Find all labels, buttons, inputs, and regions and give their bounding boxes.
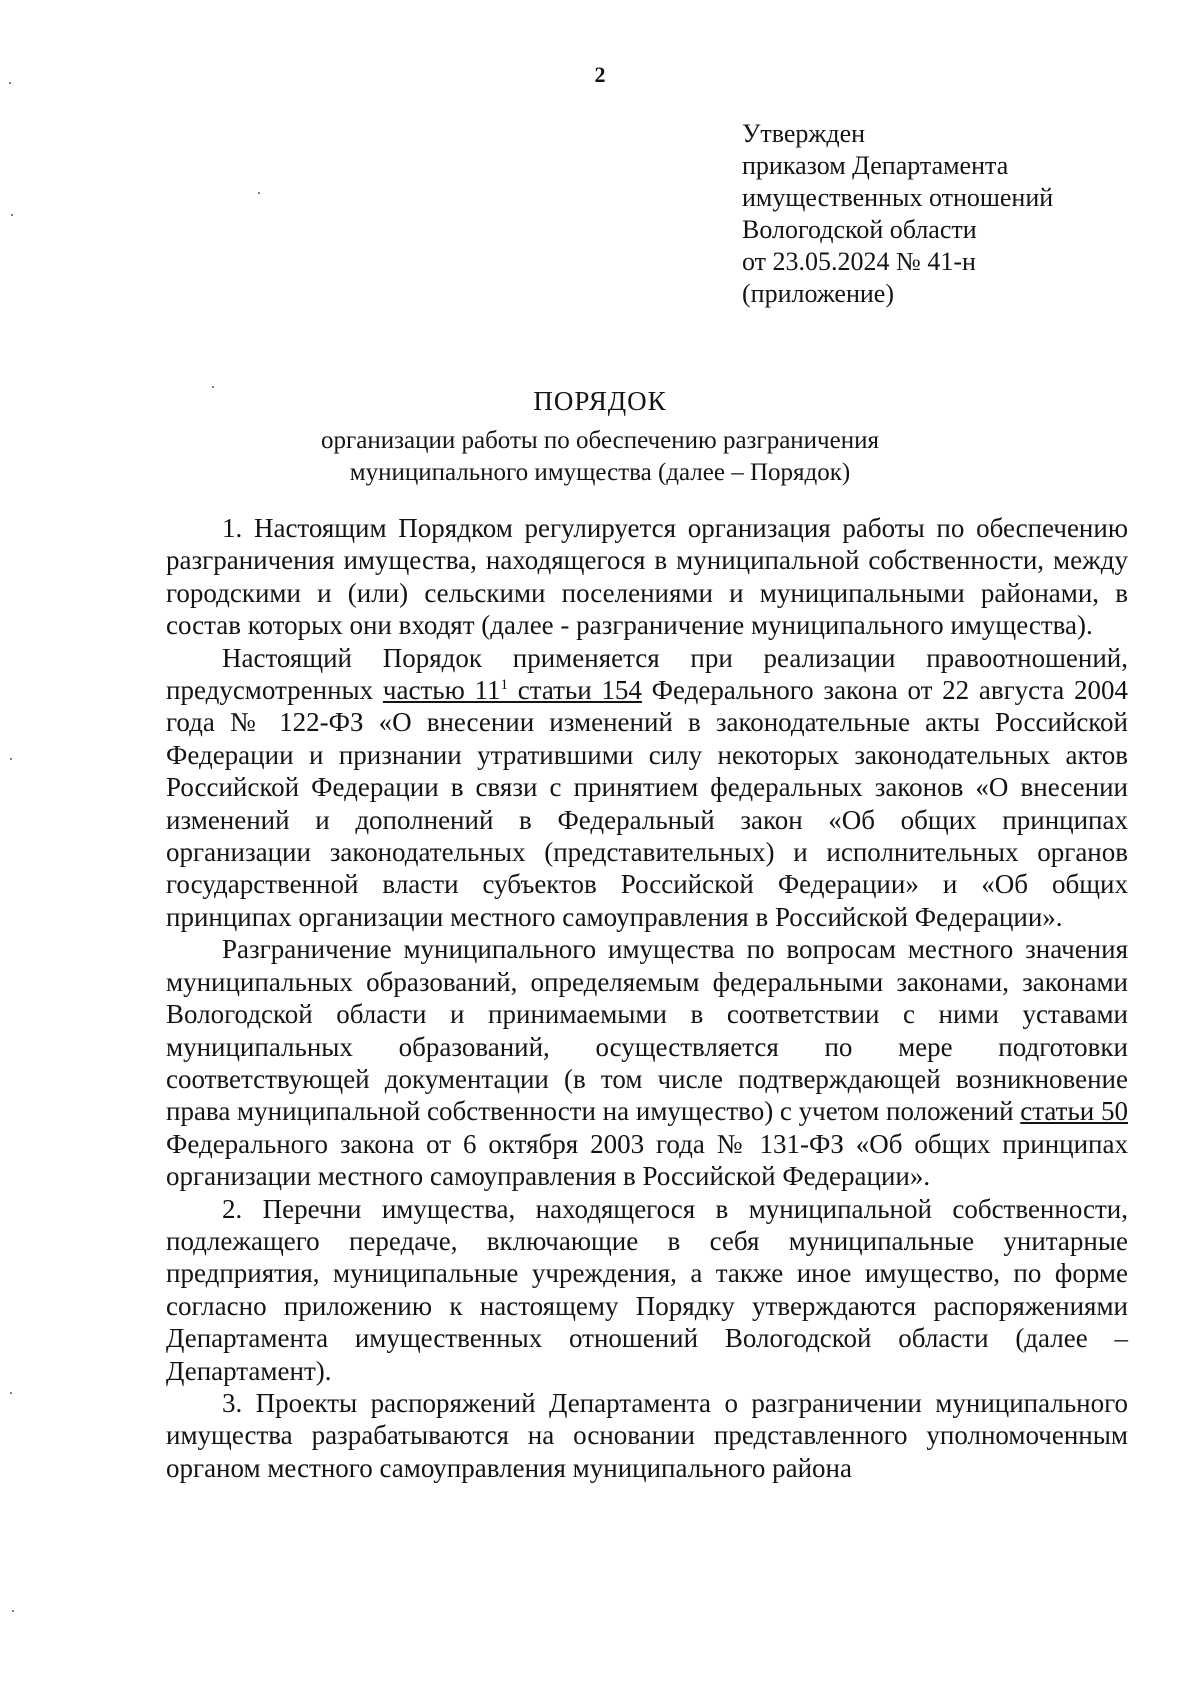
law-part-link[interactable] (383, 675, 642, 705)
document-subtitle-line: организации работы по обеспечению разграничения (321, 427, 879, 454)
paragraph-3-text: Разграничение муниципального имущества по вопросам местного значения муниципальных образований, определяемым федеральными законами, законами Вологодской области и принимаемыми в соответствии с ними уставами муниципальных образований, осуществляется по мере подготовки соответствующей документации (в том числе подтверждающей возникновение права муниципальной собственности на имущество) с учетом положений (166, 934, 1128, 1127)
paragraph-3 (166, 933, 1128, 1192)
approval-line: от 23.05.2024 № 41-н (742, 247, 976, 276)
document-subtitle-line: муниципального имущества (далее – Порядок) (349, 459, 851, 486)
scan-speck (12, 1610, 14, 1612)
scan-speck (11, 214, 13, 216)
scan-speck (9, 82, 11, 84)
paragraph-2-text-rest: Федерального закона от 22 августа 2004 года № 122-ФЗ «О внесении изменений в законодательные акты Российской Федерации и признании утратившими силу некоторых законодательных актов Российской Федерации в связи с принятием федеральных законов «О внесении изменений и дополнений в Федеральный закон «Об общих принципах организации законодательных (представительных) и исполнительных органов государственной власти субъектов Российской Федерации» и «Об общих принципах организации местного самоуправления в Российской Федерации». (166, 675, 1128, 932)
scan-speck (258, 192, 260, 194)
document-title: ПОРЯДОК (533, 386, 667, 416)
law-article-link-text: статьи 154 (507, 675, 642, 706)
scan-speck (10, 1392, 12, 1394)
title-block (0, 383, 1200, 489)
paragraph-2 (166, 642, 1128, 934)
law-part-superscript: 1 (500, 677, 508, 694)
paragraph-5: 3. Проекты распоряжений Департамента о разграничении муниципального имущества разрабатываются на основании представленного уполномоченным органом местного самоуправления муниципального района (166, 1387, 1128, 1483)
paragraph-2-text: Настоящий Порядок применяется при реализации правоотношений, предусмотренных (166, 642, 1128, 706)
approval-stamp (742, 118, 1053, 310)
approval-line: имущественных отношений (742, 183, 1054, 212)
scan-speck (212, 386, 214, 388)
document-body (166, 512, 1128, 1484)
article-50-link[interactable]: статьи 50 (1020, 1096, 1128, 1127)
approval-line: (приложение) (742, 279, 895, 308)
paragraph-1: 1. Настоящим Порядком регулируется организация работы по обеспечению разграничения имущества, находящегося в муниципальной собственности, между городскими и (или) сельскими поселениями и муниципальными районами, в состав которых они входят (далее - разграничение муниципального имущества). (166, 513, 1128, 641)
scan-speck (10, 758, 12, 760)
approval-line: Вологодской области (742, 215, 977, 244)
paragraph-3-text-rest: Федерального закона от 6 октября 2003 года № 131-ФЗ «Об общих принципах организации местного самоуправления в Российской Федерации». (166, 1128, 1128, 1192)
approval-line: приказом Департамента (742, 151, 1009, 180)
paragraph-4: 2. Перечни имущества, находящегося в муниципальной собственности, подлежащего передаче, включающие в себя муниципальные унитарные предприятия, муниципальные учреждения, а также иное имущество, по форме согласно приложению к настоящему Порядку утверждаются распоряжениями Департамента имущественных отношений Вологодской области (далее – Департамент). (166, 1193, 1128, 1386)
law-part-link-text: частью 11 (382, 675, 501, 706)
approval-line: Утвержден (742, 119, 866, 148)
page-number: 2 (594, 62, 606, 87)
